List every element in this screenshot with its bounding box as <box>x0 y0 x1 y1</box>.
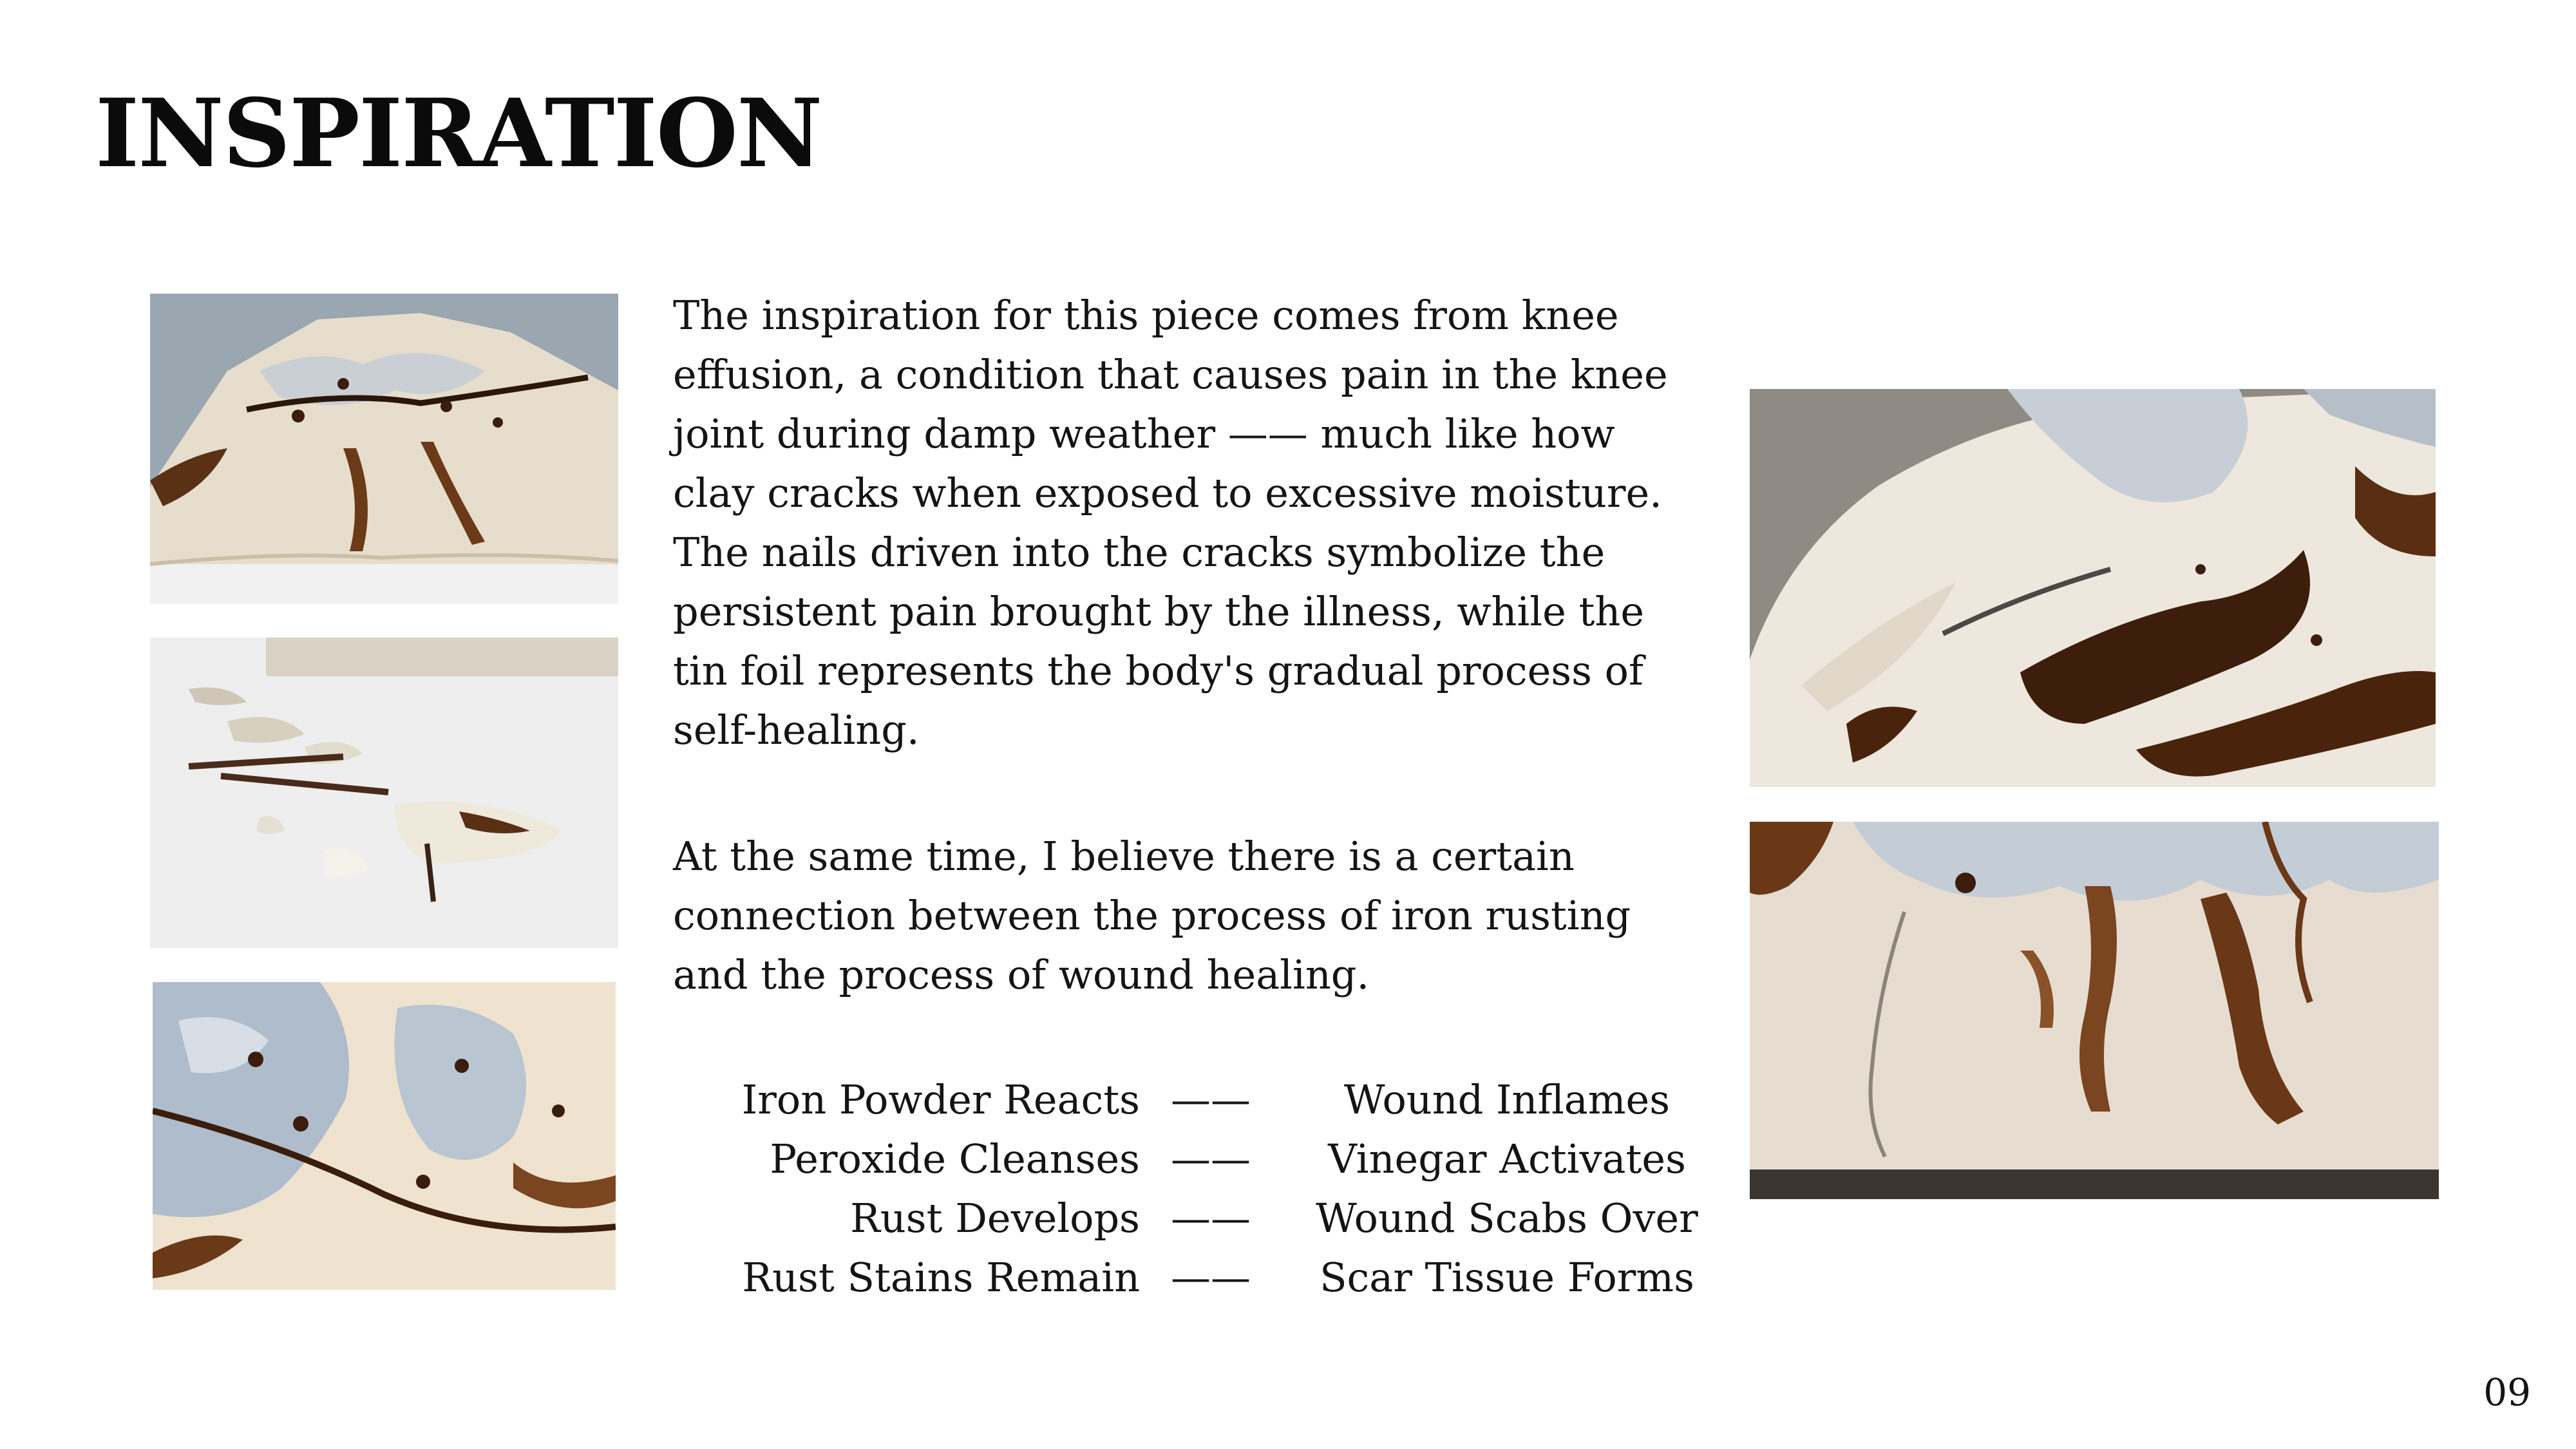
photo-foil-rust-drips <box>1750 822 2439 1199</box>
rust-process-step: Iron Powder Reacts <box>741 1075 1140 1123</box>
photo-icon <box>1750 822 2439 1199</box>
dash-separator: —— <box>1171 1194 1251 1242</box>
connection-paragraph: At the same time, I believe there is a certain connection between the process of iron rusting and the process of wound healing. <box>673 833 1631 998</box>
photo-icon <box>150 294 618 604</box>
healing-process-step: Wound Scabs Over <box>1316 1194 1698 1242</box>
dash-separator: —— <box>1171 1135 1251 1182</box>
list-item <box>702 1188 1732 1247</box>
rust-process-step: Rust Stains Remain <box>742 1253 1140 1301</box>
photo-icon <box>1750 389 2436 787</box>
list-item <box>702 1129 1732 1188</box>
rust-process-step: Peroxide Cleanses <box>770 1135 1140 1182</box>
dash-separator: —— <box>1171 1253 1251 1301</box>
list-item <box>702 1070 1732 1129</box>
description-paragraph: The inspiration for this piece comes from knee effusion, a condition that causes pain in the knee joint during damp weather —— much like how clay cracks when exposed to excessive moisture. The nails driven into the cracks symbolize the persistent pain brought by the illness, while the tin foil represents the body's gradual process of self-healing. <box>673 292 1668 753</box>
photo-foil-nails-closeup <box>153 982 616 1290</box>
dash-separator: —— <box>1171 1075 1251 1123</box>
list-item <box>702 1247 1732 1307</box>
photo-icon <box>150 638 618 948</box>
healing-process-step: Scar Tissue Forms <box>1320 1253 1694 1301</box>
photo-nails-clay-fragments <box>150 638 618 948</box>
page-title: INSPIRATION <box>95 79 822 189</box>
rust-process-step: Rust Develops <box>850 1194 1140 1242</box>
photo-icon <box>153 982 616 1290</box>
photo-rust-stains-closeup <box>1750 389 2436 787</box>
photo-cracked-clay-nails <box>150 294 618 604</box>
process-comparison-list <box>702 1070 1732 1307</box>
healing-process-step: Wound Inflames <box>1343 1075 1671 1123</box>
page-number: 09 <box>2483 1370 2531 1414</box>
healing-process-step: Vinegar Activates <box>1328 1135 1686 1182</box>
